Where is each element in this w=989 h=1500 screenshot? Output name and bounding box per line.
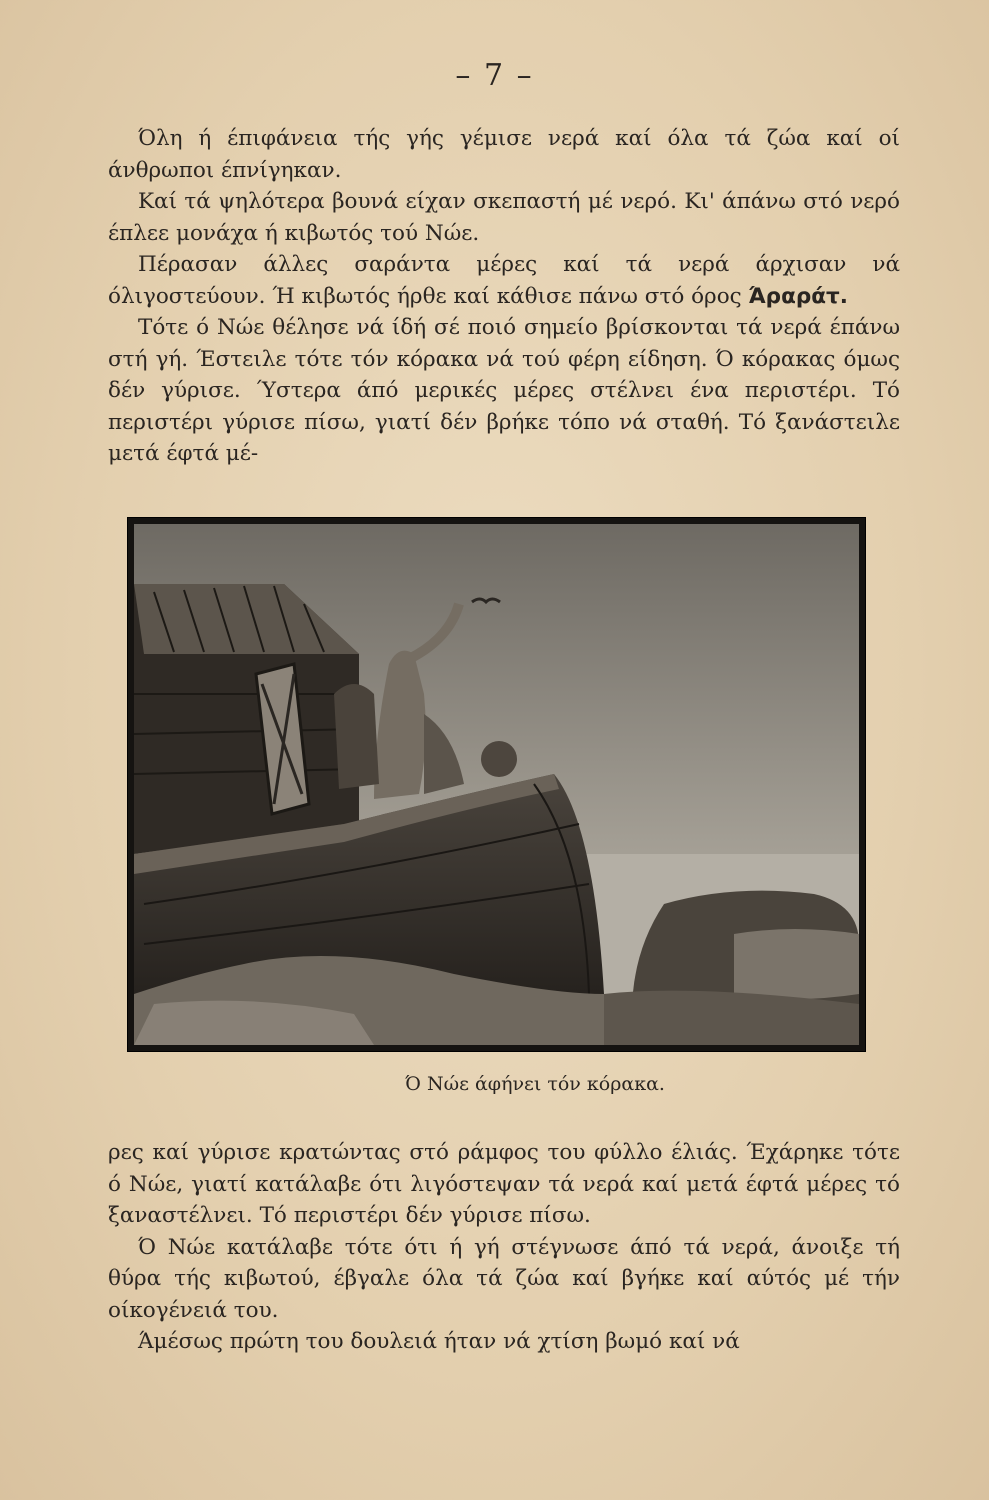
paragraph: Όλη ή έπιφάνεια τής γής γέμισε νερά καί όλα τά ζώα καί οί άνθρωποι έπνίγηκαν. xyxy=(108,126,900,183)
text-block-top xyxy=(108,123,900,470)
figure-caption: Ό Νώε άφήνει τόν κόρακα. xyxy=(405,1073,665,1095)
paragraph: ρες καί γύρισε κρατώντας στό ράμφος του φύλλο έλιάς. Έχάρηκε τότε ό Νώε, γιατί κατάλαβε ότι λιγόστεψαν τά νερά καί μετά έφτά μέρες τό ξαναστέλνει. Τό περιστέρι δέν γύρισε πίσω. xyxy=(108,1140,900,1228)
paragraph xyxy=(108,249,900,312)
paragraph: Άμέσως πρώτη του δουλειά ήταν νά χτίση βωμό καί νά xyxy=(138,1329,740,1354)
text-block-bottom xyxy=(108,1137,900,1358)
paragraph: Καί τά ψηλότερα βουνά είχαν σκεπαστή μέ νερό. Κι' άπάνω στό νερό έπλεε μονάχα ή κιβωτός τού Νώε. xyxy=(108,189,900,246)
paragraph: Τότε ό Νώε θέλησε νά ίδή σέ ποιό σημείο βρίσκονται τά νερά έπάνω στή γή. Έστειλε τότε τόν κόρακα νά τού φέρη είδηση. Ό κόρακας όμως δέν γύρισε. Ύστερα άπό μερικές μέρες στέλνει ένα περιστέρι. Τό περιστέρι γύρισε πίσω, γιατί δέν βρήκε τόπο νά σταθή. Τό ξανάστειλε μετά έφτά μέ- xyxy=(108,315,900,466)
paragraph-text: Πέρασαν άλλες σαράντα μέρες καί τά νερά άρχισαν νά όλιγοστεύουν. Ή κιβωτός ήρθε καί κάθισε πάνω στό όρος xyxy=(108,252,900,309)
place-name-bold: Άραράτ. xyxy=(748,283,848,309)
noah-ark-illustration xyxy=(134,524,859,1045)
page-number: – 7 – xyxy=(455,58,534,93)
paragraph: Ό Νώε κατάλαβε τότε ότι ή γή στέγνωσε άπό τά νερά, άνοιξε τή θύρα τής κιβωτού, έβγαλε όλα τά ζώα καί βγήκε καί αύτός μέ τήν οίκογένειά του. xyxy=(108,1234,900,1323)
illustration-frame xyxy=(127,517,866,1052)
